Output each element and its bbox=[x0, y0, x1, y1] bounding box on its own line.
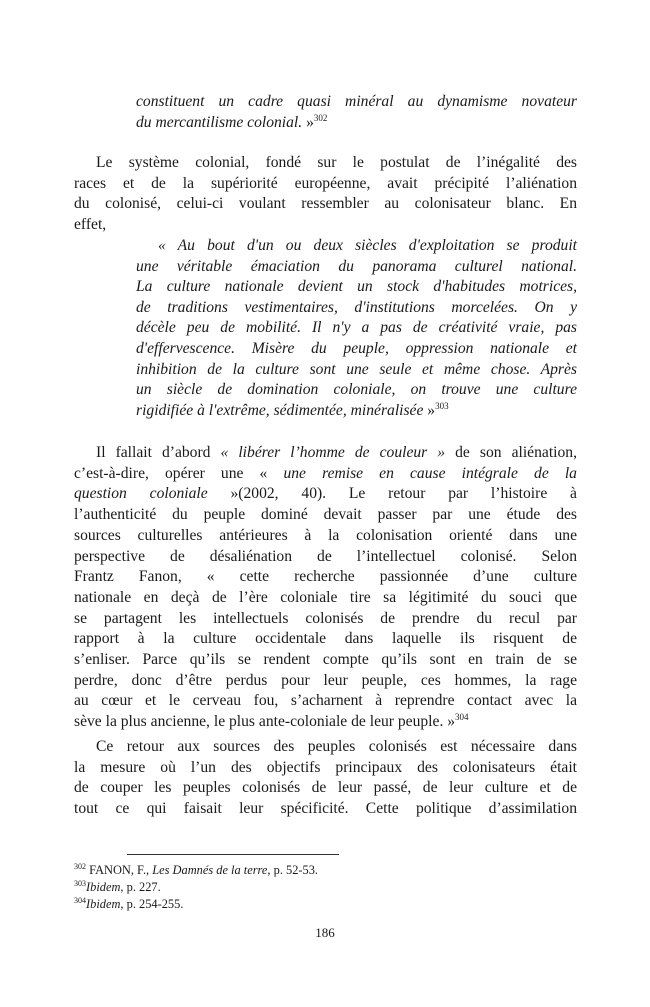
paragraph-1 bbox=[74, 153, 577, 236]
footnote-text: , p. 52-53. bbox=[267, 863, 319, 877]
footnote-title: Les Damnés de la terre bbox=[152, 863, 268, 877]
footnote-number: 304 bbox=[74, 896, 86, 905]
paragraph-line: Ce retour aux sources des peuples colonisés est nécessaire dans bbox=[96, 738, 577, 755]
paragraph-line: rapport à la culture occidentale dans laquelle ils risquent de bbox=[74, 630, 577, 648]
quote-text: rigidifiée à l'extrême, sédimentée, minéralisée bbox=[136, 401, 424, 419]
paragraph-line: se partagent les intellectuels colonisés de prendre du recul par bbox=[74, 609, 577, 627]
text-run: c’est-à-dire, opérer une « bbox=[74, 464, 284, 482]
footnote-divider bbox=[127, 854, 339, 855]
footnote-text: FANON, F., bbox=[86, 863, 153, 877]
footnote-number: 302 bbox=[74, 862, 86, 871]
footnote-text: , p. 227. bbox=[120, 880, 161, 894]
quote-line: d'effervescence. Misère du peuple, oppression nationale et bbox=[136, 339, 577, 357]
page-number: 186 bbox=[315, 925, 335, 940]
paragraph-line: s’enliser. Parce qu’ils se rendent compte qu’ils sont en train de se bbox=[74, 651, 577, 669]
block-quote-2 bbox=[136, 236, 577, 421]
paragraph-line: la mesure où l’un des objectifs principaux des colonisateurs était bbox=[74, 758, 577, 776]
paragraph-line: races et de la supériorité européenne, avait précipité l’aliénation bbox=[74, 174, 577, 192]
footnote-302 bbox=[74, 862, 318, 879]
quote-text: du mercantilisme colonial. bbox=[136, 113, 303, 131]
footnote-ref-304[interactable]: 304 bbox=[455, 712, 469, 723]
paragraph-line-last bbox=[74, 712, 577, 733]
quote-line: inhibition de la culture sont une seule et même chose. Après bbox=[136, 360, 577, 378]
paragraph-line: au cœur et le cerveau fou, s’acharnent à reprendre contact avec la bbox=[74, 692, 577, 710]
text-run: de son aliénation, bbox=[445, 444, 577, 461]
footnote-ref-302[interactable]: 302 bbox=[313, 112, 328, 123]
block-quote-1 bbox=[136, 92, 577, 133]
italic-citation: une remise en cause intégrale de la bbox=[283, 464, 577, 482]
italic-citation: « libérer l’homme de couleur » bbox=[220, 444, 446, 461]
paragraph-line: sources culturelles antérieures à la colonisation orienté dans une bbox=[74, 526, 577, 544]
quote-line: La culture nationale devient un stock d'habitudes motrices, bbox=[136, 278, 577, 296]
paragraph-line: nationale en deçà de l’ère coloniale tire sa légitimité du souci que bbox=[74, 588, 577, 606]
quote-line: un siècle de domination coloniale, on trouve une culture bbox=[136, 381, 577, 399]
quote-line-last bbox=[136, 113, 577, 134]
closing-quote-mark: » bbox=[302, 113, 314, 131]
paragraph-line: l’authenticité du peuple dominé devait passer par une étude des bbox=[74, 506, 577, 524]
quote-line-last bbox=[136, 401, 577, 422]
footnote-text: , p. 254-255. bbox=[120, 897, 184, 911]
footnote-title: Ibidem bbox=[86, 897, 121, 911]
text-run: sève la plus ancienne, le plus ante-coloniale de leur peuple. » bbox=[74, 713, 456, 731]
quote-line: de traditions vestimentaires, d'institutions morcelées. On y bbox=[136, 298, 577, 316]
paragraph-line: effet, bbox=[74, 216, 107, 234]
paragraph-line bbox=[74, 443, 577, 464]
paragraph-line: tout ce qui faisait leur spécificité. Cette politique d’assimilation bbox=[74, 800, 577, 818]
quote-line: une véritable émaciation du panorama culturel national. bbox=[136, 257, 577, 275]
paragraph-2 bbox=[74, 443, 577, 733]
footnote-number: 303 bbox=[74, 879, 86, 888]
paragraph-line: Le système colonial, fondé sur le postulat de l’inégalité des bbox=[96, 154, 577, 171]
text-run: Il fallait d’abord bbox=[96, 444, 221, 461]
paragraph-line: perdre, donc d’être perdus pour leur peuple, ces hommes, la rage bbox=[74, 671, 577, 689]
paragraph-line: de couper les peuples colonisés de leur passé, de leur culture et de bbox=[74, 779, 577, 797]
italic-citation: question coloniale bbox=[74, 485, 208, 503]
paragraph-line: perspective de désaliénation de l’intellectuel colonisé. Selon bbox=[74, 547, 577, 565]
quote-line: « Au bout d'un ou deux siècles d'exploitation se produit bbox=[158, 237, 577, 254]
paragraph-line: Frantz Fanon, « cette recherche passionnée d’une culture bbox=[74, 568, 577, 586]
paragraph-line bbox=[74, 464, 577, 485]
footnote-303 bbox=[74, 879, 161, 896]
paragraph-line bbox=[74, 484, 577, 505]
text-run: »(2002, 40). Le retour par l’histoire à bbox=[207, 485, 577, 503]
footnote-304 bbox=[74, 896, 183, 913]
footnote-title: Ibidem bbox=[86, 880, 121, 894]
paragraph-line: du colonisé, celui-ci voulant ressembler au colonisateur blanc. En bbox=[74, 195, 577, 213]
paragraph-3 bbox=[74, 737, 577, 820]
quote-line: constituent un cadre quasi minéral au dynamisme novateur bbox=[136, 93, 577, 110]
footnote-ref-303[interactable]: 303 bbox=[435, 400, 449, 411]
quote-line: décèle peu de mobilité. Il n'y a pas de créativité vraie, pas bbox=[136, 319, 577, 337]
closing-quote-mark: » bbox=[423, 401, 436, 419]
